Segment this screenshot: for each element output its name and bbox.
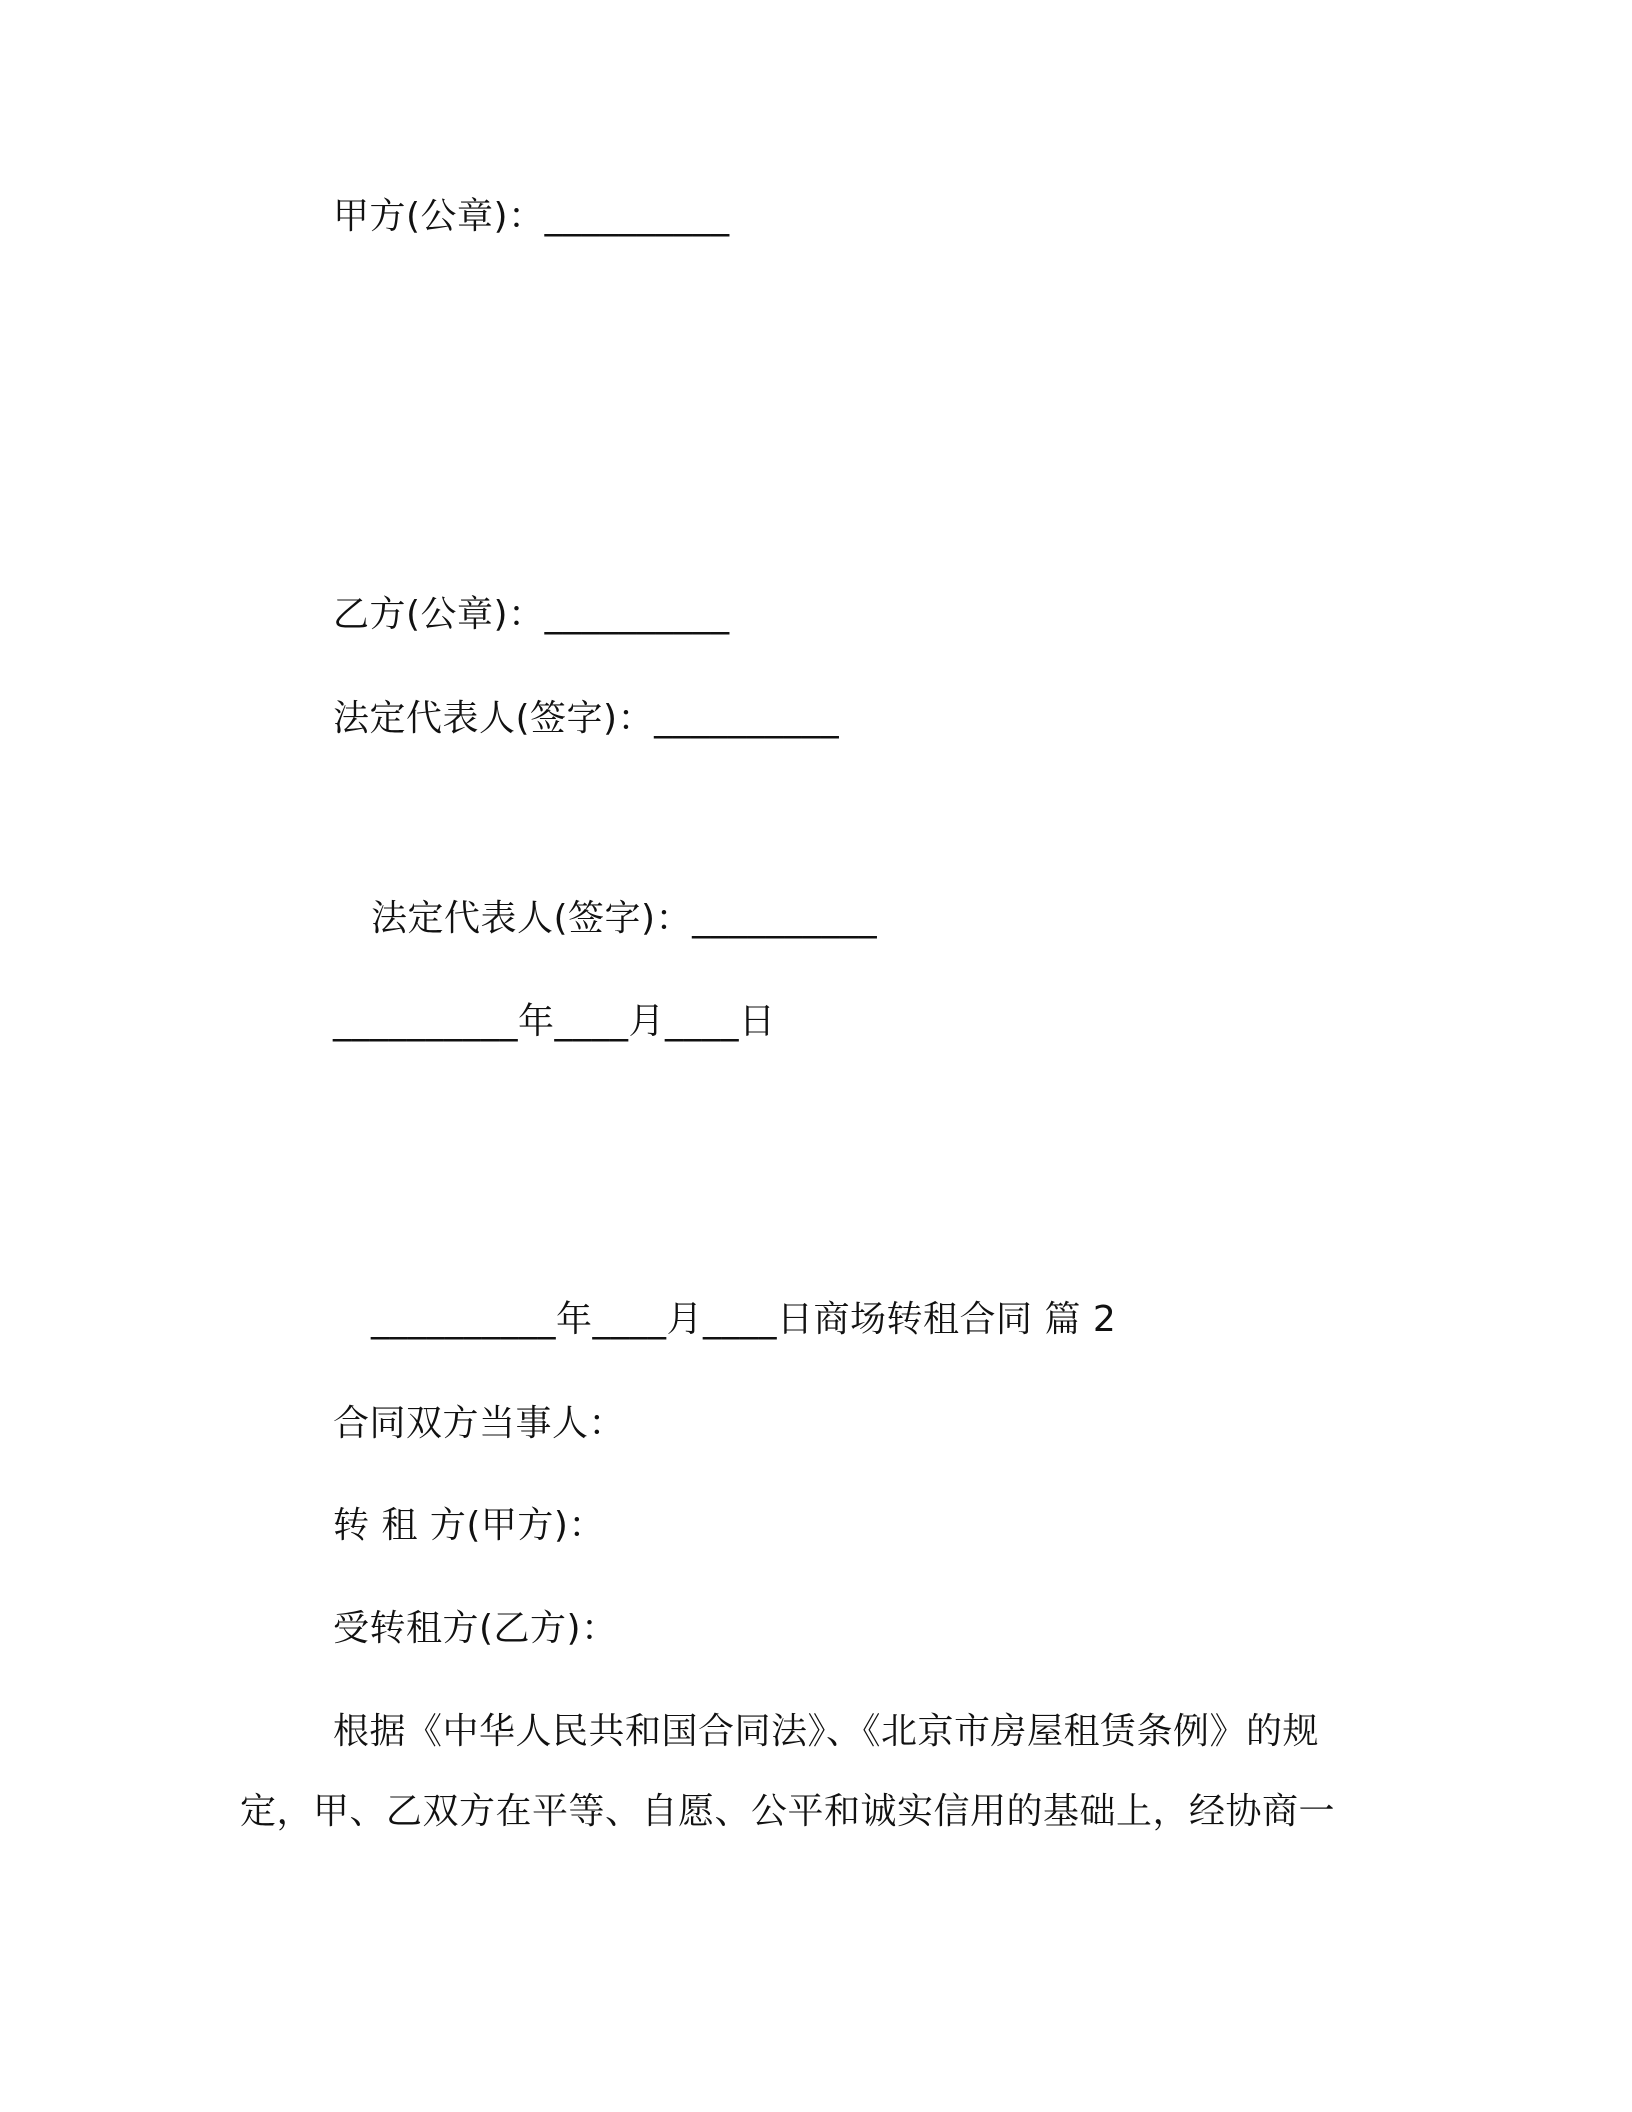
legal-rep-signature-line: 法定代表人(签字)：__________ [371,898,878,939]
date-line: __________年____月____日 [333,1001,776,1042]
body-paragraph-line: 定，甲、乙双方在平等、自愿、公平和诚实信用的基础上，经协商一 [240,1791,1336,1832]
sublessor-line: 转 租 方(甲方)： [333,1505,605,1546]
contract-title: __________年____月____日商场转租合同 篇 2 [371,1299,1117,1340]
parties-heading: 合同双方当事人： [333,1403,626,1444]
party-a-seal-line: 甲方(公章)：__________ [333,196,730,237]
legal-rep-signature-line: 法定代表人(签字)：__________ [333,698,840,739]
sublessee-line: 受转租方(乙方)： [333,1608,618,1649]
body-paragraph-line: 根据《中华人民共和国合同法》、《北京市房屋租赁条例》的规 [333,1711,1320,1752]
party-b-seal-line: 乙方(公章)：__________ [333,594,730,635]
